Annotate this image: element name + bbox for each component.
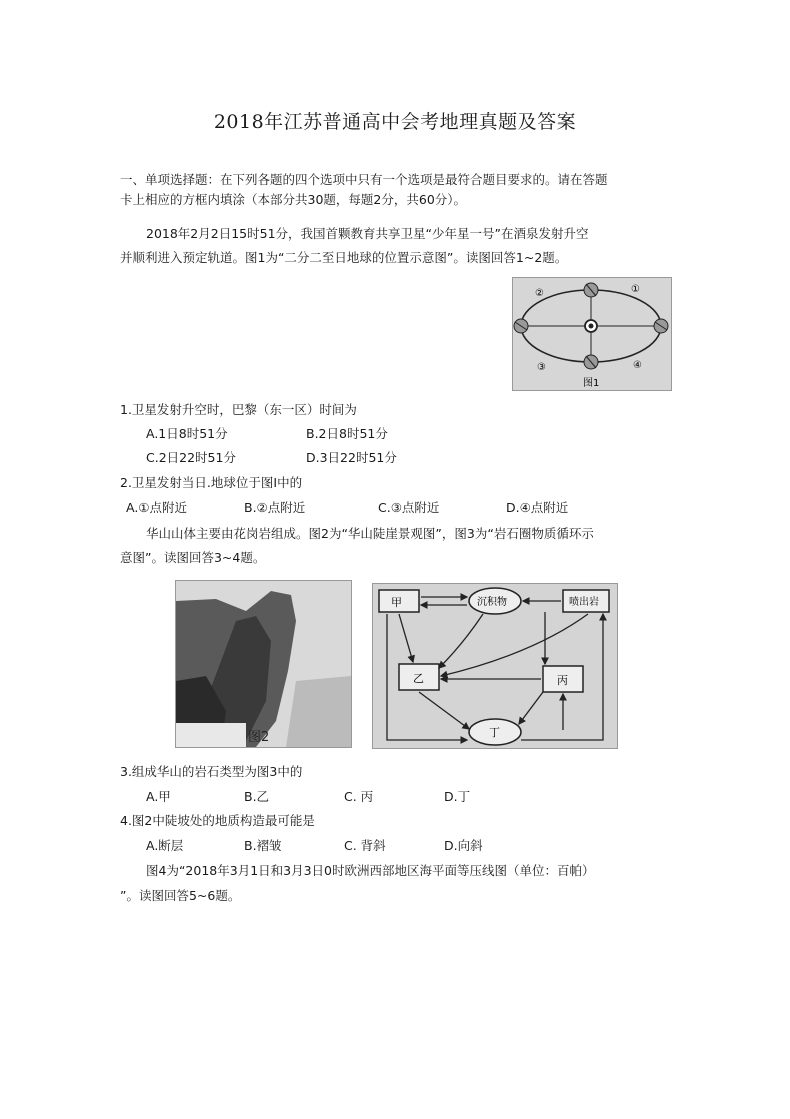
page-title: 2018年江苏普通高中会考地理真题及答案 — [213, 111, 577, 133]
passage3-line2: ”。读图回答5~6题。 — [120, 888, 241, 903]
q4-option-d: D.向斜 — [444, 838, 483, 853]
section-header-line1: 一、单项选择题：在下列各题的四个选项中只有一个选项是最符合题目要求的。请在答题 — [120, 172, 608, 187]
orbit-svg — [513, 278, 671, 390]
earth-right — [654, 319, 668, 333]
q3-option-b: B.乙 — [244, 789, 270, 804]
q1-option-d: D.3日22时51分 — [306, 450, 397, 465]
cliff-svg — [176, 581, 351, 747]
marker-2: ② — [535, 288, 544, 299]
figure3-rock-cycle — [372, 583, 618, 749]
earth-left — [514, 319, 528, 333]
q4-option-b: B.褶皱 — [244, 838, 282, 853]
figure2-caption: 图2 — [248, 730, 270, 745]
q1-option-c: C.2日22时51分 — [146, 450, 236, 465]
node-extrusive: 喷出岩 — [569, 597, 599, 608]
q1-option-b: B.2日8时51分 — [306, 426, 388, 441]
figure1-orbit-diagram — [512, 277, 672, 391]
marker-1: ① — [631, 284, 640, 295]
passage1-line1: 2018年2月2日15时51分，我国首颗教育共享卫星“少年星一号”在酒泉发射升空 — [146, 226, 589, 241]
q1-option-a: A.1日8时51分 — [146, 426, 228, 441]
marker-3: ③ — [537, 362, 546, 373]
node-jia: 甲 — [391, 596, 402, 609]
earth-top — [584, 283, 598, 297]
q1-stem: 1.卫星发射升空时，巴黎（东一区）时间为 — [120, 402, 357, 417]
q4-option-a: A.断层 — [146, 838, 184, 853]
node-bing: 丙 — [557, 674, 568, 687]
q2-option-c: C.③点附近 — [378, 500, 440, 515]
figure1-caption: 图1 — [583, 378, 600, 389]
figure2-cliff-photo — [175, 580, 352, 748]
q3-option-c: C. 丙 — [344, 789, 374, 804]
passage2-line1: 华山山体主要由花岗岩组成。图2为“华山陡崖景观图”，图3为“岩石圈物质循环示 — [146, 526, 594, 541]
q4-option-c: C. 背斜 — [344, 838, 386, 853]
q2-option-a: A.①点附近 — [126, 500, 188, 515]
node-sediment: 沉积物 — [477, 597, 507, 608]
passage3-line1: 图4为“2018年3月1日和3月3日0时欧洲西部地区海平面等压线图（单位：百帕） — [146, 863, 595, 878]
q2-stem: 2.卫星发射当日.地球位于图I中的 — [120, 475, 303, 490]
q3-option-d: D.丁 — [444, 789, 471, 804]
rock-cycle-svg — [373, 584, 617, 748]
passage1-line2: 并顺利进入预定轨道。图1为“二分二至日地球的位置示意图”。读图回答1~2题。 — [120, 250, 568, 265]
node-yi: 乙 — [413, 672, 424, 685]
marker-4: ④ — [633, 360, 642, 371]
q2-option-b: B.②点附近 — [244, 500, 306, 515]
q3-stem: 3.组成华山的岩石类型为图3中的 — [120, 764, 303, 779]
passage2-line2: 意图”。读图回答3~4题。 — [120, 550, 266, 565]
node-ding: 丁 — [489, 726, 500, 739]
q3-option-a: A.甲 — [146, 789, 171, 804]
q2-option-d: D.④点附近 — [506, 500, 569, 515]
section-header-line2: 卡上相应的方框内填涂（本部分共30题，每题2分，共60分）。 — [120, 192, 467, 207]
q4-stem: 4.图2中陡坡处的地质构造最可能是 — [120, 813, 315, 828]
earth-bottom — [584, 355, 598, 369]
